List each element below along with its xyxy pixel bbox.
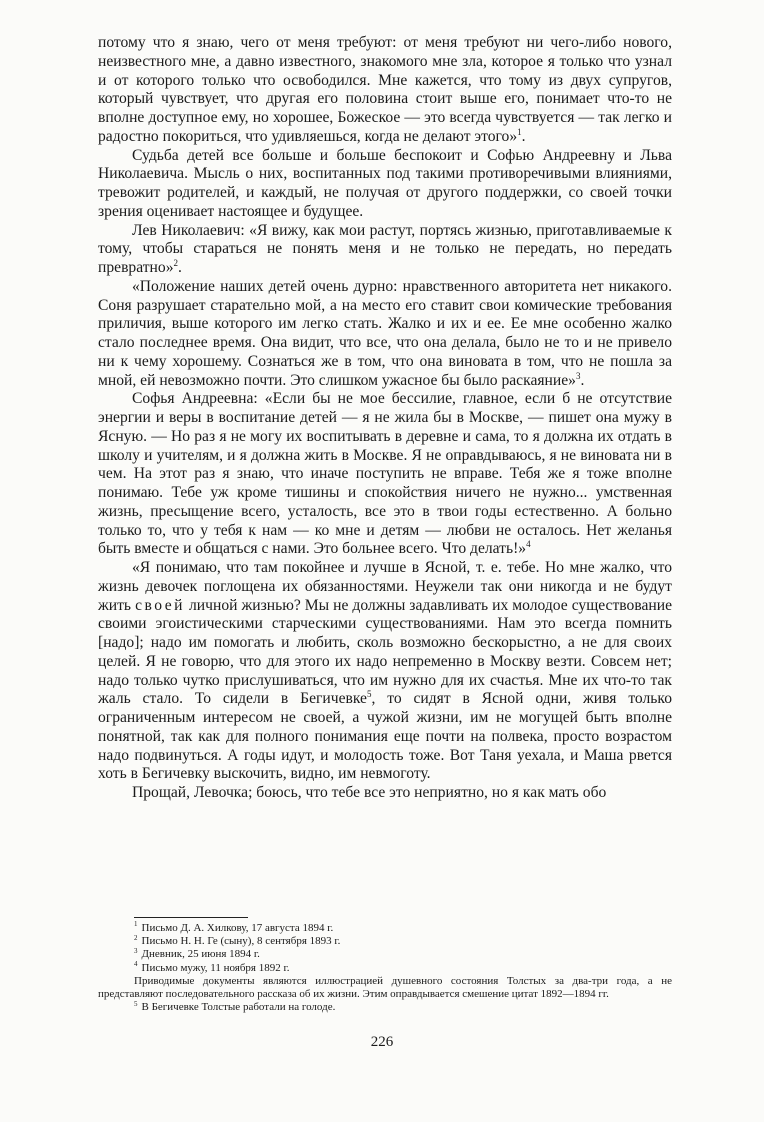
paragraph-5	[98, 390, 672, 559]
footnote-2	[98, 935, 672, 948]
footnote-number: 4	[134, 959, 138, 968]
footnote-5	[98, 1001, 672, 1014]
footnote-text: Письмо Н. Н. Ге (сыну), 8 сентября 1893 г.	[141, 935, 341, 948]
paragraph-6-text-c: , то сидят в Ясной одни, живя только ограниченным интересом не своей, а чужой жизни, им не могущей быть вполне понятной, так как для полного понимания еще почти на полвека, просто возрастом надо подвинуться. А годы идут, и молодость тоже. Вот Таня уехала, и Маша рвется хоть в Бегичевку выскочить, видно, им невмоготу.	[98, 690, 672, 783]
paragraph-4-text: «Положение наших детей очень дурно: нравственного авторитета нет никакого. Соня разрушает старательно мой, а на место его ставит свои комические требования приличия, выше которого им легко стать. Жалко и их и ее. Ее мне особенно жалко стало последнее время. Она видит, что все, что она делала, было не то и не привело ни к чему хорошему. Сознаться же в том, что она виновата в том, что не пошла за мной, ей невозможно почти. Это слишком ужасное бы было раскаяние»	[98, 277, 672, 389]
footnote-number: 2	[134, 933, 138, 942]
footnote-1	[98, 922, 672, 935]
footnote-ref-2: 2	[173, 257, 178, 268]
footnote-3	[98, 948, 672, 961]
paragraph-4: «Положение наших детей очень дурно: нравственного авторитета нет никакого. Соня разрушает старательно мой, а на место его ставит свои комические требования приличия, выше которого им легко стать. Жалко и их и ее. Ее мне особенно жалко стало последнее время. Она видит, что все, что она делала, было не то и не привело ни к чему хорошему. Сознаться же в том, что она виновата в том, что не пошла за мной, ей невозможно почти. Это слишком ужасное бы было раскаяние»$^3$.	[98, 277, 672, 389]
footnote-text: Письмо Д. А. Хилкову, 17 августа 1894 г.	[141, 922, 334, 934]
footnote-4	[98, 959, 672, 975]
footnote-ref-5: 5	[366, 689, 372, 700]
footnote-number: 3	[134, 946, 138, 955]
emphasized-word: своей	[135, 596, 185, 614]
footnote-ref-4: 4	[526, 539, 531, 550]
paragraph-2-text: Судьба детей все больше и больше беспокоит и Софью Андреевну и Льва Николаевича. Мысль о них, воспитанных под такими противоречивыми влияниями, тревожит родителей, и каждый, не получая от другого поддержки, со своей точки зрения оценивает настоящее и будущее.	[98, 146, 672, 220]
footnote-divider	[134, 917, 248, 918]
footnote-text: Письмо мужу, 11 ноября 1892 г.	[141, 961, 290, 974]
paragraph-3-text: Лев Николаевич: «Я вижу, как мои растут, портясь жизнью, приготавливаемые к тому, чтобы стараться не понять меня и не только не передать, но передать превратно»	[98, 221, 672, 276]
footnotes	[98, 922, 672, 1014]
paragraph-7	[98, 784, 672, 803]
footnote-number: 1	[134, 920, 138, 929]
paragraph-6	[98, 559, 672, 784]
paragraph-3: Лев Николаевич: «Я вижу, как мои растут, портясь жизнью, приготавливаемые к тому, чтобы стараться не понять меня и не только не передать, но передать превратно»$^2$.	[98, 221, 672, 276]
footnote-text: В Бегичевке Толстые работали на голоде.	[141, 1001, 336, 1014]
paragraph-6-text-b: личной жизнью? Мы не должны задавливать их молодое существование своими эгоистическими старческими существованиями. Нам это всегда помнить [надо]; надо им помогать и любить, сколь возможно бескорыстно, а не для своих целей. Я не говорю, что для этого их надо непременно в Москву везти. Совсем нет; надо только чутко прислушиваться, что им нужно для их счастья. Мне их что-то так жаль стало. То сидели в Бегичевке	[98, 596, 673, 708]
footnote-text: Дневник, 25 июня 1894 г.	[141, 948, 260, 961]
paragraph-7-text: Прощай, Левочка; боюсь, что тебе все это неприятно, но я как мать обо	[132, 784, 607, 801]
main-text	[98, 34, 672, 803]
page-number: 226	[370, 1034, 394, 1050]
footnote-number: 5	[134, 999, 138, 1008]
paragraph-5-text: Софья Андреевна: «Если бы не мое бессилие, главное, если б не отсутствие энергии и веры в воспитание детей — я не жила бы в Москве, — пишет она мужу в Ясную. — Но раз я не могу их воспитывать в деревне и сама, то я должна их отдать в школу и учителям, и я должна жить в Москве. Я не оправдываюсь, я не виновата ни в чем. На этот раз я знаю, что иначе поступить не вправе. Тебя же я тоже вполне понимаю. Тебе уж кроме тишины и спокойствия ничего не нужно... умственная жизнь, пресыщение всего, усталость, все это в твои годы естественно. А больно только то, что у тебя к нам — ко мне и детям — любви не осталось. Нет желанья быть вместе и общаться с нами. Это больнее всего. Что делать!»	[98, 390, 672, 558]
footnote-ref-1: 1	[517, 126, 522, 137]
paragraph-1: потому что я знаю, чего от меня требуют: от меня требуют ни чего-либо нового, неизвестного мне, а давно известного, знакомого мне зла, которое я только что узнал и от которого только что освободился. Мне кажется, что тому из двух супругов, который чувствует, что другая его половина стоит выше его, понимает что-то не вполне доступное ему, но хорошее, Божеское — это всегда чувствуется — так легко и радостно покориться, что удивляешься, когда не делают этого»$^1$.	[98, 34, 672, 145]
paragraph-1-text: потому что я знаю, чего от меня требуют: от меня требуют ни чего-либо нового, неизвестного мне, а давно известного, знакомого мне зла, которое я только что узнал и от которого только что освободился. Мне кажется, что тому из двух супругов, который чувствует, что другая его половина стоит выше его, понимает что-то не вполне доступное ему, но хорошее, Божеское — это всегда чувствуется — так легко и радостно покориться, что удивляешься, когда не делают этого»	[98, 34, 672, 145]
footnote-note: Приводимые документы являются иллюстрацией душевного состояния Толстых за два-три года, а не представляют последовательного рассказа об их жизни. Этим оправдывается смешение цитат 1892—1894 гг.	[98, 974, 672, 1001]
paragraph-6-text-a: «Я понимаю, что там покойнее и лучше в Ясной, т. е. тебе. Но мне жалко, что жизнь девочек поглощена их обязанностями. Неужели так они никогда и не будут жить	[98, 559, 672, 614]
footnote-ref-3: 3	[575, 370, 581, 381]
paragraph-2	[98, 147, 672, 222]
